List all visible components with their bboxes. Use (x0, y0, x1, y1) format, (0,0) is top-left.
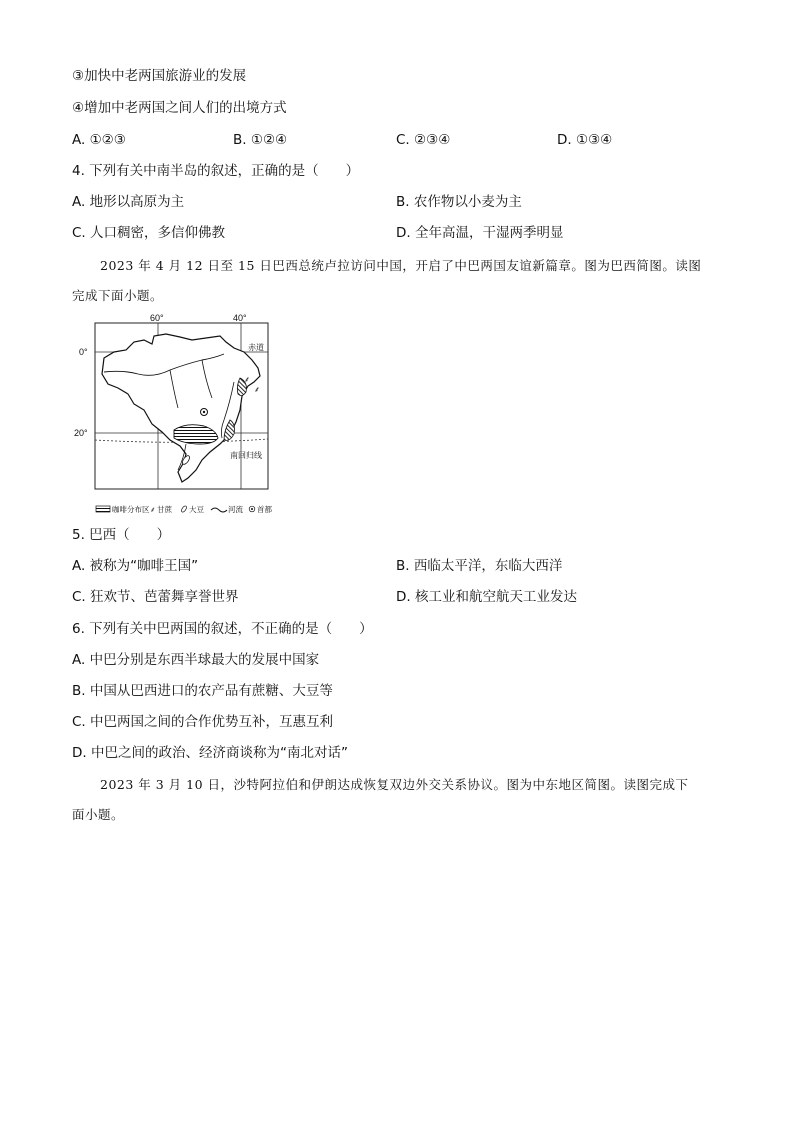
map-legend (96, 504, 272, 514)
sugarcane-symbol-2: ⸙ (254, 385, 260, 394)
q3-item-4: ④增加中老两国之间人们的出境方式 (72, 100, 287, 116)
legend-river-symbol (211, 508, 227, 512)
q6-stem: 6. 下列有关中巴两国的叙述，不正确的是（ ） (72, 621, 373, 637)
q4-option-a: A. 地形以高原为主 (72, 194, 185, 210)
legend-sugarcane-label: 甘蔗 (157, 505, 172, 514)
equator-label: 赤道 (248, 343, 264, 352)
q3-option-c: C. ②③④ (396, 132, 451, 148)
q3-option-d: D. ①③④ (557, 132, 613, 148)
legend-coffee-swatch (96, 506, 110, 512)
legend-river-label: 河流 (228, 505, 243, 514)
q3-option-b: B. ①②④ (233, 132, 288, 148)
legend-soybean-label: 大豆 (189, 505, 204, 514)
lon-label-60: 60° (150, 313, 164, 323)
passage1-line1: 2023 年 4 月 12 日至 15 日巴西总统卢拉访问中国，开启了中巴两国友谊新篇章。图为巴西简图。读图 (100, 258, 702, 273)
q3-option-a: A. ①②③ (72, 132, 126, 148)
q5-option-d: D. 核工业和航空航天工业发达 (396, 589, 577, 605)
q6-option-d: D. 中巴之间的政治、经济商谈称为“南北对话” (72, 745, 348, 761)
legend-capital-label: 首都 (257, 505, 272, 514)
lat-label-20: 20° (74, 428, 88, 438)
sugarcane-symbol: ⸙ (244, 375, 250, 384)
q3-item-3: ③加快中老两国旅游业的发展 (72, 68, 247, 84)
passage2-line2: 面小题。 (72, 807, 125, 822)
q4-option-c: C. 人口稠密，多信仰佛教 (72, 225, 226, 241)
passage1-line2: 完成下面小题。 (72, 288, 164, 303)
q4-option-d: D. 全年高温，干湿两季明显 (396, 225, 564, 241)
lon-label-40: 40° (233, 313, 247, 323)
q6-option-c: C. 中巴两国之间的合作优势互补，互惠互利 (72, 714, 334, 730)
q5-option-c: C. 狂欢节、芭蕾舞享誉世界 (72, 589, 239, 605)
q4-stem: 4. 下列有关中南半岛的叙述，正确的是（ ） (72, 163, 360, 179)
brazil-map (74, 312, 304, 520)
capital-dot (203, 411, 205, 413)
lat-label-0: 0° (79, 347, 88, 357)
q6-option-a: A. 中巴分别是东西半球最大的发展中国家 (72, 652, 320, 668)
q6-option-b: B. 中国从巴西进口的农产品有蔗糖、大豆等 (72, 683, 333, 699)
q5-option-a: A. 被称为“咖啡王国” (72, 558, 199, 574)
legend-sugarcane-symbol: ⸙ (150, 505, 156, 514)
q5-stem: 5. 巴西（ ） (72, 527, 171, 543)
tropic-label: 南回归线 (230, 451, 262, 460)
q4-option-b: B. 农作物以小麦为主 (396, 194, 522, 210)
passage2-line1: 2023 年 3 月 10 日，沙特阿拉伯和伊朗达成恢复双边外交关系协议。图为中东地区简图。读图完成下 (100, 777, 689, 792)
q5-option-b: B. 西临太平洋，东临大西洋 (396, 558, 563, 574)
legend-coffee-label: 咖啡分布区 (112, 505, 150, 514)
legend-soybean-symbol (181, 505, 188, 513)
legend-capital-dot (251, 508, 253, 510)
